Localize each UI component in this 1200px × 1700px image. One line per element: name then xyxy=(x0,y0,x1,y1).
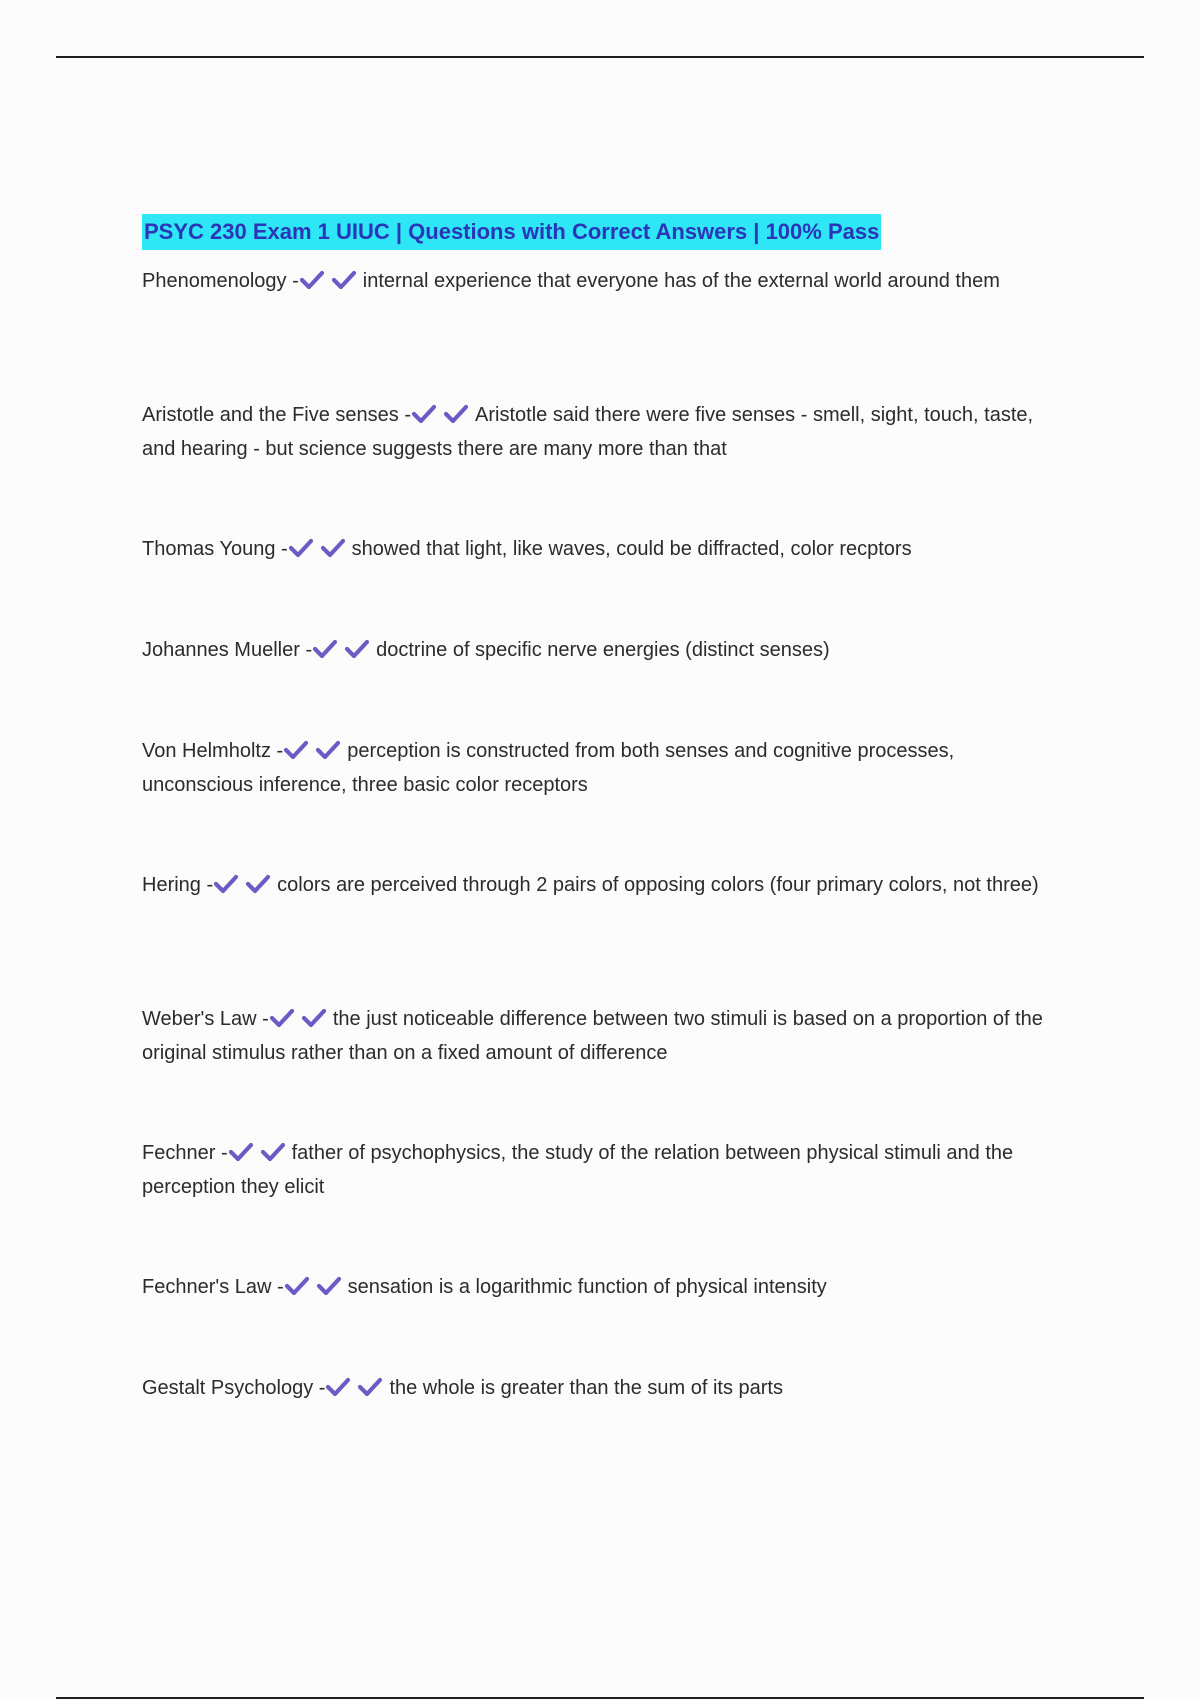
qa-entry xyxy=(142,398,1062,532)
checkmark-icon xyxy=(443,404,469,424)
checkmark-icon xyxy=(357,1377,383,1397)
qa-entry xyxy=(142,868,1062,1002)
entry-definition: colors are perceived through 2 pairs of opposing colors (four primary colors, not three) xyxy=(277,874,1039,896)
document-body xyxy=(142,214,1062,1472)
checkmark-icon xyxy=(245,874,271,894)
entry-definition: sensation is a logarithmic function of physical intensity xyxy=(347,1276,827,1298)
document-title: PSYC 230 Exam 1 UIUC | Questions with Correct Answers | 100% Pass xyxy=(142,214,881,250)
entry-definition: the just noticeable difference between two stimuli is based on a proportion of the original stimulus rather than on a fixed amount of difference xyxy=(142,1008,1043,1064)
entry-term: Weber's Law xyxy=(142,1008,257,1030)
entry-separator: - xyxy=(276,740,284,762)
entry-list xyxy=(142,264,1062,1472)
checkmark-icon xyxy=(312,639,338,659)
checkmark-icon xyxy=(320,538,346,558)
checkmark-icon xyxy=(283,740,309,760)
entry-definition: doctrine of specific nerve energies (distinct senses) xyxy=(376,639,830,661)
qa-entry xyxy=(142,734,1062,868)
qa-entry xyxy=(142,1270,1062,1371)
entry-separator: - xyxy=(305,639,313,661)
qa-entry xyxy=(142,532,1062,633)
entry-term: Gestalt Psychology xyxy=(142,1377,314,1399)
entry-term: Johannes Mueller xyxy=(142,639,300,661)
entry-separator: - xyxy=(404,404,412,426)
entry-separator: - xyxy=(281,538,288,560)
checkmark-icon xyxy=(228,1142,254,1162)
checkmark-icon xyxy=(325,1377,351,1397)
qa-entry xyxy=(142,633,1062,734)
entry-separator: - xyxy=(318,1377,326,1399)
entry-term: Fechner xyxy=(142,1142,216,1164)
entry-term: Thomas Young xyxy=(142,538,276,560)
checkmark-icon xyxy=(299,270,325,290)
checkmark-icon xyxy=(301,1008,327,1028)
entry-term: Von Helmholtz xyxy=(142,740,271,762)
qa-entry xyxy=(142,1371,1062,1472)
entry-definition: father of psychophysics, the study of the relation between physical stimuli and the perception they elicit xyxy=(142,1142,1014,1198)
checkmark-icon xyxy=(331,270,357,290)
checkmark-icon xyxy=(269,1008,295,1028)
checkmark-icon xyxy=(284,1276,310,1296)
top-rule xyxy=(56,56,1144,58)
entry-definition: showed that light, like waves, could be diffracted, color recptors xyxy=(351,538,912,560)
checkmark-icon xyxy=(315,740,341,760)
entry-definition: Aristotle said there were five senses - smell, sight, touch, taste, and hearing - but science suggests there are many more than that xyxy=(142,404,1034,460)
checkmark-icon xyxy=(260,1142,286,1162)
entry-definition: perception is constructed from both senses and cognitive processes, unconscious inference, three basic color receptors xyxy=(142,740,955,796)
entry-separator: - xyxy=(277,1276,284,1298)
entry-term: Hering xyxy=(142,874,201,896)
entry-separator: - xyxy=(292,270,299,292)
entry-definition: the whole is greater than the sum of its parts xyxy=(389,1377,783,1399)
entry-separator: - xyxy=(220,1142,228,1164)
bottom-rule xyxy=(56,1697,1144,1699)
qa-entry xyxy=(142,264,1062,398)
qa-entry xyxy=(142,1136,1062,1270)
checkmark-icon xyxy=(411,404,437,424)
checkmark-icon xyxy=(316,1276,342,1296)
entry-term: Phenomenology xyxy=(142,270,287,292)
entry-term: Fechner's Law xyxy=(142,1276,272,1298)
checkmark-icon xyxy=(213,874,239,894)
entry-separator: - xyxy=(262,1008,269,1030)
entry-separator: - xyxy=(206,874,214,896)
checkmark-icon xyxy=(344,639,370,659)
entry-term: Aristotle and the Five senses xyxy=(142,404,399,426)
qa-entry xyxy=(142,1002,1062,1136)
entry-definition: internal experience that everyone has of the external world around them xyxy=(362,270,1000,292)
checkmark-icon xyxy=(288,538,314,558)
